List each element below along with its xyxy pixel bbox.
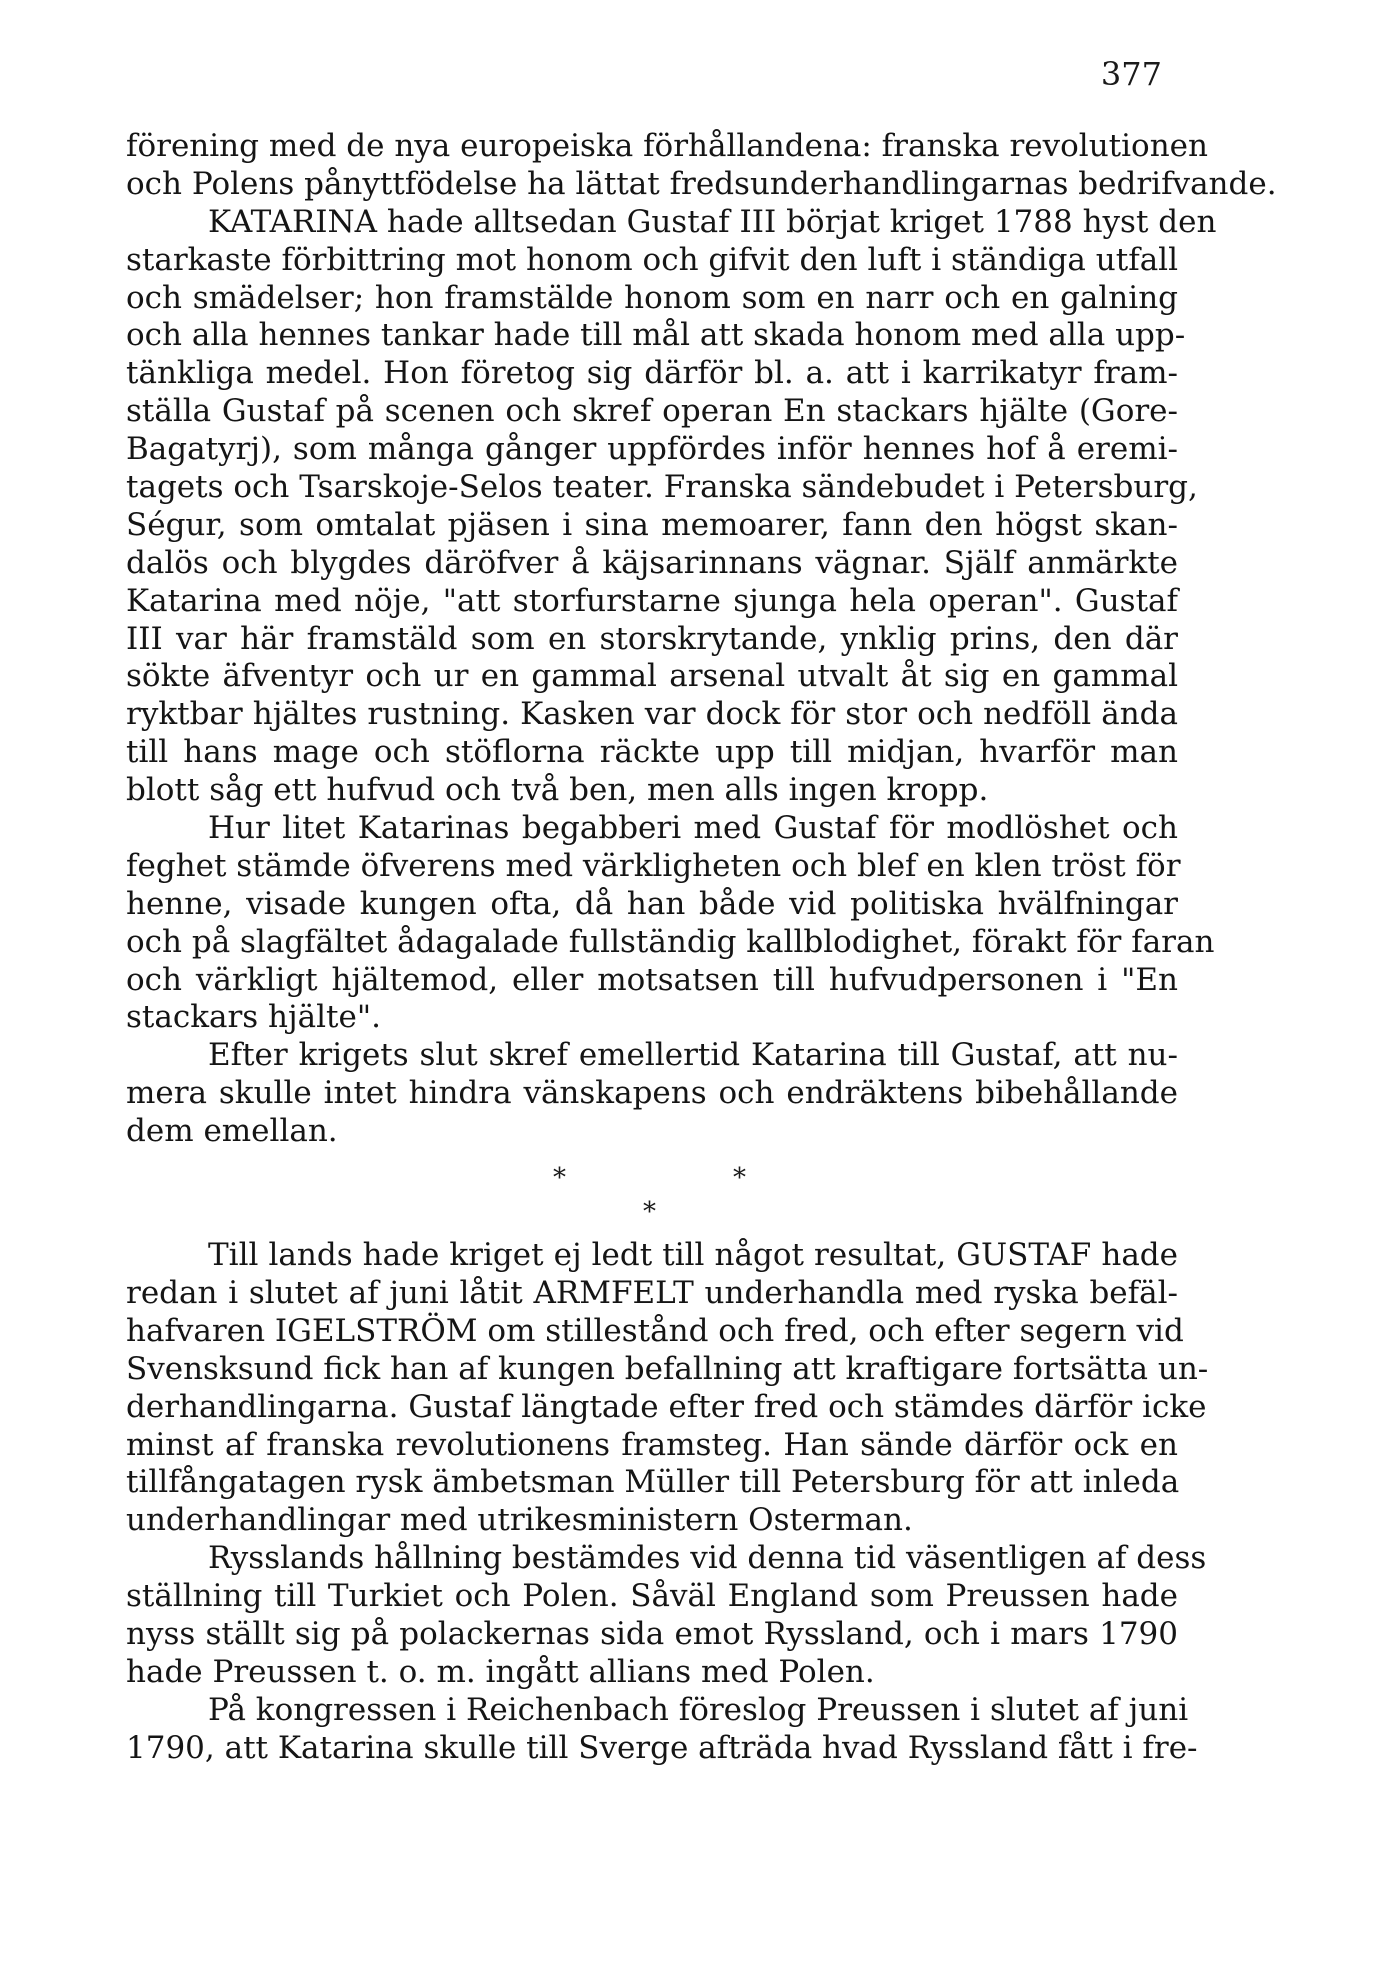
text-section-before-break xyxy=(126,128,1277,1151)
text-line: III var här framstäld som en storskrytande, ynklig prins, den där xyxy=(126,620,1178,657)
text-line: och Polens pånyttfödelse ha lättat fredsunderhandlingarnas bedrifvande. xyxy=(126,165,1277,202)
text-line: sökte äfventyr och ur en gammal arsenal utvalt åt sig en gammal xyxy=(126,658,1178,695)
text-line: och på slagfältet ådagalade fullständig kallblodighet, förakt för faran xyxy=(126,923,1215,960)
text-line: Katarina med nöje, "att storfurstarne sjunga hela operan". Gustaf xyxy=(126,582,1178,619)
text-line: minst af franska revolutionens framsteg. Han sände därför ock en xyxy=(126,1426,1178,1463)
text-line: hade Preussen t. o. m. ingått allians med Polen. xyxy=(126,1653,875,1690)
text-line: Efter krigets slut skref emellertid Katarina till Gustaf, att nu- xyxy=(208,1037,1178,1074)
text-line: blott såg ett hufvud och två ben, men alls ingen kropp. xyxy=(126,772,989,809)
section-break xyxy=(126,1153,1178,1237)
text-line: hafvaren IGELSTRÖM om stillestånd och fred, och efter segern vid xyxy=(126,1312,1184,1349)
text-line: och värkligt hjältemod, eller motsatsen till hufvudpersonen i "En xyxy=(126,961,1178,998)
paragraph xyxy=(126,810,1215,1037)
text-line: Till lands hade kriget ej ledt till något resultat, GUSTAF hade xyxy=(208,1237,1178,1274)
text-line: Rysslands hållning bestämdes vid denna tid väsentligen af dess xyxy=(208,1540,1207,1577)
text-line: och alla hennes tankar hade till mål att skada honom med alla upp- xyxy=(126,317,1186,354)
text-line: dalös och blygdes däröfver å käjsarinnans vägnar. Själf anmärkte xyxy=(126,544,1178,581)
text-line: Ségur, som omtalat pjäsen i sina memoarer, fann den högst skan- xyxy=(126,506,1178,543)
text-line: Bagatyrj), som många gånger uppfördes inför hennes hof å eremi- xyxy=(126,431,1178,468)
paragraph xyxy=(126,1540,1207,1692)
text-line: redan i slutet af juni låtit ARMFELT underhandla med ryska befäl- xyxy=(126,1274,1178,1311)
text-line: tagets och Tsarskoje-Selos teater. Franska sändebudet i Petersburg, xyxy=(126,469,1198,506)
paragraph xyxy=(126,128,1277,204)
asterisk: * xyxy=(643,1197,656,1228)
text-line: feghet stämde öfverens med värkligheten och blef en klen tröst för xyxy=(126,847,1181,884)
text-line: KATARINA hade alltsedan Gustaf III börjat kriget 1788 hyst den xyxy=(208,203,1217,240)
text-line: underhandlingar med utrikesministern Osterman. xyxy=(126,1502,913,1539)
text-line: tillfångatagen rysk ämbetsman Müller till Petersburg för att inleda xyxy=(126,1464,1180,1501)
text-line: mera skulle intet hindra vänskapens och endräktens bibehållande xyxy=(126,1075,1178,1112)
text-line: Hur litet Katarinas begabberi med Gustaf för modlöshet och xyxy=(208,810,1178,847)
paragraph xyxy=(126,1691,1198,1768)
text-line: stackars hjälte". xyxy=(126,999,381,1036)
text-line: På kongressen i Reichenbach föreslog Preussen i slutet af juni xyxy=(208,1691,1189,1728)
text-line: förening med de nya europeiska förhållandena: franska revolutionen xyxy=(126,128,1208,164)
asterisk: * xyxy=(553,1163,566,1194)
text-line: ställning till Turkiet och Polen. Såväl England som Preussen hade xyxy=(126,1578,1178,1615)
paragraph xyxy=(126,203,1217,810)
paragraph xyxy=(126,1237,1209,1540)
text-section-after-break xyxy=(126,1237,1209,1767)
text-column xyxy=(126,128,1277,1768)
text-line: dem emellan. xyxy=(126,1113,338,1150)
text-line: starkaste förbittring mot honom och gifvit den luft i ständiga utfall xyxy=(126,241,1178,278)
text-line: Svensksund fick han af kungen befallning att kraftigare fortsätta un- xyxy=(126,1350,1209,1387)
paragraph xyxy=(126,1037,1178,1151)
text-line: derhandlingarna. Gustaf längtade efter fred och stämdes därför icke xyxy=(126,1388,1207,1425)
text-line: ställa Gustaf på scenen och skref operan En stackars hjälte (Gore- xyxy=(126,393,1178,430)
text-line: ryktbar hjältes rustning. Kasken var dock för stor och nedföll ända xyxy=(126,696,1178,733)
text-line: tänkliga medel. Hon företog sig därför bl. a. att i karrikatyr fram- xyxy=(126,355,1178,392)
page-number: 377 xyxy=(1100,55,1162,93)
asterisk: * xyxy=(733,1163,746,1194)
text-line: och smädelser; hon framstälde honom som en narr och en galning xyxy=(126,279,1178,316)
text-line: till hans mage och stöflorna räckte upp till midjan, hvarför man xyxy=(126,734,1178,771)
text-line: 1790, att Katarina skulle till Sverge afträda hvad Ryssland fått i fre- xyxy=(126,1729,1198,1766)
text-line: henne, visade kungen ofta, då han både vid politiska hvälfningar xyxy=(126,885,1178,922)
text-line: nyss ställt sig på polackernas sida emot Ryssland, och i mars 1790 xyxy=(126,1615,1178,1652)
